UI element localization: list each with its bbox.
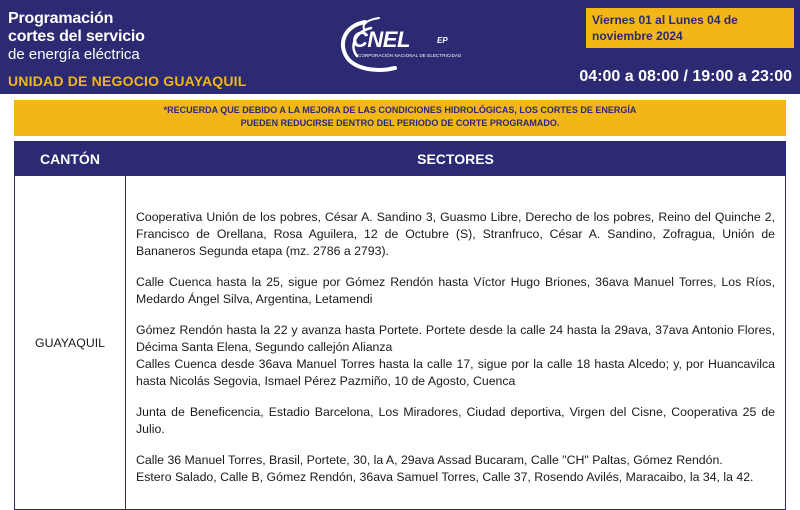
sector-paragraph: Cooperativa Unión de los pobres, César A. Sandino 3, Guasmo Libre, Derecho de los pobres, Reino del Quinche 2, Francisco de Orellana, Rosa Aguilera, 12 de Octubre (S), Stranfruco, César A. Sandino, Zofragua, Unión de Bananeros Segunda etapa (mz. 2786 a 2793). — [136, 210, 775, 258]
logo-ep: EP — [437, 36, 448, 45]
sector-paragraph: Calle 36 Manuel Torres, Brasil, Portete, 30, la A, 29ava Assad Bucaram, Calle "CH" Paltas, Gómez Rendón. — [136, 453, 723, 467]
business-unit-label: UNIDAD DE NEGOCIO GUAYAQUIL — [8, 73, 247, 89]
sectores-cell — [126, 176, 786, 510]
sector-paragraph: Gómez Rendón hasta la 22 y avanza hasta Portete. Portete desde la calle 24 hasta la 29ava, 37ava Antonio Flores, Décima Santa Elena, Segundo callejón Alianza — [136, 323, 775, 354]
date-range-badge: Viernes 01 al Lunes 04 de noviembre 2024 — [586, 8, 794, 48]
sector-paragraph: Calles Cuenca desde 36ava Manuel Torres hasta la calle 17, sigue por la calle 18 hasta Alcedo; y, por Huancavilca hasta Nicolás Segovia, Ismael Pérez Pazmiño, 10 de Agosto, Cuenca — [136, 357, 775, 388]
title-line-2: cortes del servicio — [8, 28, 145, 45]
header-banner — [0, 0, 800, 94]
title-line-1: Programación — [8, 10, 114, 27]
sector-paragraph: Calle Cuenca hasta la 25, sigue por Gómez Rendón hasta Víctor Hugo Briones, 36ava Manuel Torres, Los Ríos, Medardo Ángel Silva, Argentina, Letamendi — [136, 275, 775, 306]
notice-line-2: PUEDEN REDUCIRSE DENTRO DEL PERIODO DE CORTE PROGRAMADO. — [240, 118, 560, 128]
logo-subtitle: CORPORACIÓN NACIONAL DE ELECTRICIDAD — [358, 53, 462, 58]
notice-banner — [14, 100, 786, 136]
header-sectores: SECTORES — [126, 142, 786, 176]
table-row — [15, 176, 786, 510]
sector-paragraph: Junta de Beneficencia, Estadio Barcelona, Los Miradores, Ciudad deportiva, Virgen del Cisne, Cooperativa 25 de Julio. — [136, 405, 775, 436]
schedule-table — [14, 141, 786, 510]
notice-line-1: *RECUERDA QUE DEBIDO A LA MEJORA DE LAS CONDICIONES HIDROLÓGICAS, LOS CORTES DE ENERGÍA — [163, 105, 637, 115]
logo-wordmark: CNEL — [352, 27, 410, 52]
sector-paragraph: Estero Salado, Calle B, Gómez Rendón, 36ava Samuel Torres, Calle 37, Rosendo Avilés, Maracaibo, la 34, la 42. — [136, 470, 754, 484]
page-title — [8, 10, 145, 64]
canton-cell: GUAYAQUIL — [15, 176, 126, 510]
title-line-3: de energía eléctrica — [8, 46, 140, 63]
table-header-row — [15, 142, 786, 176]
header-canton: CANTÓN — [15, 142, 126, 176]
outage-hours: 04:00 a 08:00 / 19:00 a 23:00 — [579, 68, 792, 85]
